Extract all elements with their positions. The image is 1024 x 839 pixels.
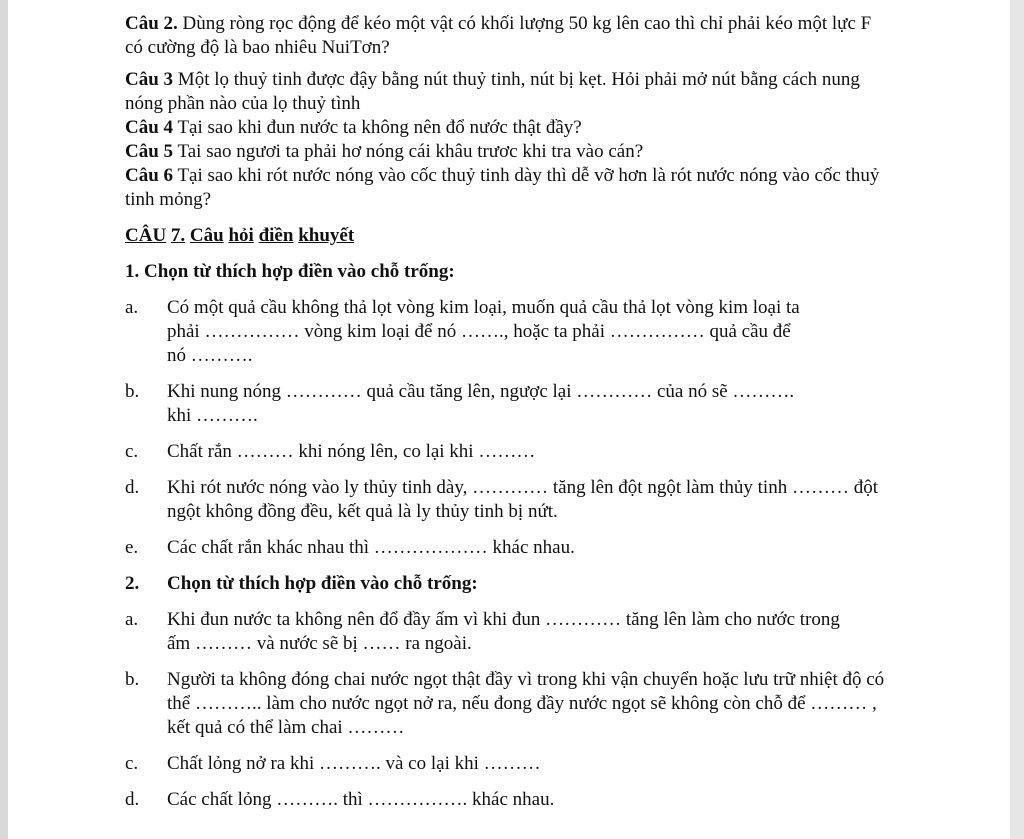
question-3-text-cont: nóng phần nào của lọ thuỷ tình (125, 93, 361, 114)
question-6-text: Tại sao khi rót nước nóng vào cốc thuỷ tinh dày thì dễ vỡ hơn là rót nước nóng vào cốc thuỷ (173, 165, 880, 186)
section-2-item-d: d. Các chất lỏng ………. thì ……………. khác nhau. (125, 789, 555, 810)
question-5 (125, 140, 1000, 164)
question-3 (125, 68, 1000, 116)
question-2 (125, 12, 1000, 60)
question-2-label: Câu 2. (125, 13, 178, 34)
left-page-edge (0, 0, 8, 839)
question-2-text: Dùng ròng rọc động để kéo một vật có khối lượng 50 kg lên cao thì chỉ phải kéo một lực F (177, 13, 872, 34)
question-4-text: Tại sao khi đun nước ta không nên đổ nước thật đầy? (173, 117, 582, 138)
question-6-label: Câu 6 (125, 165, 174, 186)
section-2-title: 2. Chọn từ thích hợp điền vào chỗ trống: (125, 573, 478, 594)
question-6-text-cont: tinh mỏng? (125, 189, 212, 210)
question-5-text: Tai sao ngươi ta phải hơ nóng cái khâu trươc khi tra vào cán? (173, 141, 644, 162)
question-4-label: Câu 4 (125, 117, 174, 138)
section-1-item-c: c. Chất rắn ……… khi nóng lên, co lại khi ……… (125, 441, 536, 462)
question-5-label: Câu 5 (125, 141, 174, 162)
section-2-item-b: b. Người ta không đóng chai nước ngọt thật đầy vì trong khi vận chuyển hoặc lưu trữ nhiệt độ có thể ……….. làm cho nước ngọt nở ra, nếu đong đầy nước ngọt sẽ không còn chỗ để ……… , kết quả có thể làm chai ……… (125, 669, 885, 738)
question-4 (125, 116, 1000, 140)
section-1-item-d: d. Khi rót nước nóng vào ly thủy tinh dày, ………… tăng lên đột ngột làm thủy tinh ……… đột ngột không đồng đều, kết quả là ly thủy tinh bị nứt. (125, 477, 878, 522)
question-6 (125, 164, 1000, 212)
section-1-item-a: a. Có một quả cầu không thả lọt vòng kim loại, muốn quả cầu thả lọt vòng kim loại ta phải …………… vòng kim loại để nó ……., hoặc ta phải …………… quả cầu để nó ………. (125, 297, 800, 366)
section-2-item-c: c. Chất lỏng nở ra khi ………. và co lại khi ……… (125, 753, 541, 774)
section-2-item-a: a. Khi đun nước ta không nên đổ đầy ấm vì khi đun ………… tăng lên làm cho nước trong ấm ……… và nước sẽ bị …… ra ngoài. (125, 609, 840, 654)
section-1-item-b: b. Khi nung nóng ………… quả cầu tăng lên, ngược lại ………… của nó sẽ ………. khi ………. (125, 381, 795, 426)
question-3-label: Câu 3 (125, 69, 174, 90)
question-2-text-cont: có cường độ là bao nhiêu NuiTơn? (125, 37, 390, 58)
section-1-title: 1. Chọn từ thích hợp điền vào chỗ trống: (125, 261, 455, 282)
question-7-heading: CÂU 7. Câu hỏi điền khuyết (125, 225, 355, 246)
right-scrollbar-track[interactable] (1010, 0, 1024, 839)
question-3-text: Một lọ thuỷ tinh được đậy bằng nút thuỷ tinh, nút bị kẹt. Hỏi phải mở nút bằng cách nung (173, 69, 860, 90)
section-1-item-e: e. Các chất rắn khác nhau thì ……………… khác nhau. (125, 537, 575, 558)
document-page (125, 12, 1000, 812)
